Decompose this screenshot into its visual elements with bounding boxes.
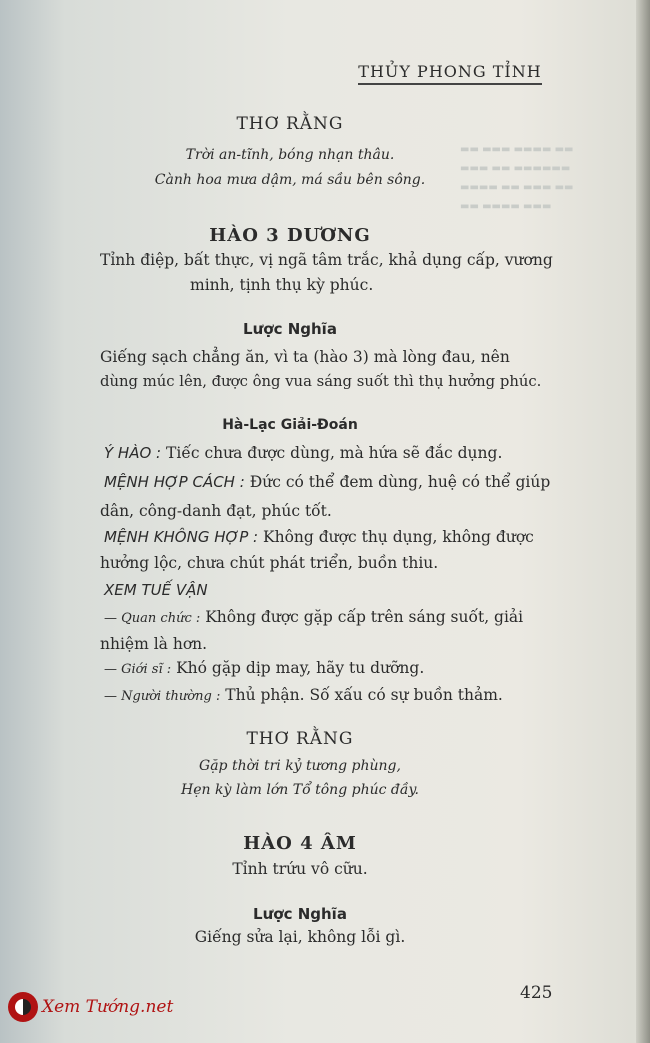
menh-hop-text-cont: dân, công-danh đạt, phúc tốt. [100, 502, 332, 520]
menh-hop-label: MỆNH HỢP CÁCH : [104, 473, 245, 491]
ha-lac-heading: Hà-Lạc Giải-Đoán [222, 417, 358, 433]
luoc-nghia-text-2: Giếng sửa lại, không lỗi gì. [194, 928, 406, 946]
poem-line: Hẹn kỳ làm lớn Tổ tông phúc đầy. [181, 782, 419, 798]
menh-hop-text: Đức có thể đem dùng, huệ có thể giúp [249, 473, 551, 491]
hao-4-heading: HÀO 4 ÂM [243, 833, 357, 854]
nguoi-thuong-label: — Người thường : [104, 689, 221, 704]
hao-3-heading: HÀO 3 DƯƠNG [209, 225, 371, 246]
quan-chuc-text: Không được gặp cấp trên sáng suốt, giải [205, 608, 524, 626]
watermark-text: Xem Tướng.net [42, 997, 174, 1017]
quan-chuc-text-cont: nhiệm là hơn. [100, 635, 208, 653]
quan-chuc-label: — Quan chức : [104, 611, 201, 626]
running-header: THỦY PHONG TỈNH [358, 62, 542, 85]
luoc-nghia-line: Giếng sạch chẳng ăn, vì ta (hào 3) mà lòng đau, nên [100, 348, 510, 366]
watermark-logo [8, 992, 173, 1022]
gioi-si-label: — Giới sĩ : [104, 662, 172, 677]
luoc-nghia-line: dùng múc lên, được ông vua sáng suốt thì thụ hưởng phúc. [100, 373, 542, 390]
hao-4-text: Tỉnh trứu vô cữu. [232, 860, 368, 878]
hao-3-text-line: Tỉnh điệp, bất thực, vị ngã tâm trắc, khả dụng cấp, vương [100, 251, 553, 269]
page-edge [636, 0, 650, 1043]
xem-tue-van-label: XEM TUẾ VẬN [104, 581, 208, 599]
y-hao-text: Tiếc chưa được dùng, mà hứa sẽ đắc dụng. [166, 444, 503, 462]
poem-line: Cành hoa mưa dậm, má sầu bên sông. [154, 172, 426, 188]
menh-khong-text-cont: hưởng lộc, chưa chút phát triển, buồn thiu. [100, 554, 439, 572]
luoc-nghia-heading-2: Lược Nghĩa [253, 905, 347, 923]
hao-3-text-line: minh, tịnh thụ kỳ phúc. [190, 276, 374, 294]
y-hao-label: Ý HÀO : [104, 444, 162, 462]
nguoi-thuong-text: Thủ phận. Số xấu có sự buồn thảm. [225, 686, 503, 704]
poem-line: Trời an-tĩnh, bóng nhạn thâu. [185, 147, 395, 163]
bleed-through-text: ▬▬ ▬▬▬ ▬▬▬▬ ▬▬ ▬▬▬ ▬▬ ▬▬▬▬▬▬ ▬▬▬▬ ▬▬ ▬▬▬ ▬▬ ▬▬ ▬▬▬▬ ▬▬▬ [460, 144, 574, 212]
menh-khong-text: Không được thụ dụng, không được [263, 528, 534, 546]
yin-yang-icon [8, 992, 38, 1022]
page-number: 425 [520, 983, 553, 1003]
menh-khong-label: MỆNH KHÔNG HỢP : [104, 528, 259, 546]
luoc-nghia-heading: Lược Nghĩa [243, 320, 337, 338]
poem-heading-1: THƠ RẰNG [236, 114, 344, 134]
poem-line: Gặp thời tri kỷ tương phùng, [199, 758, 401, 774]
gioi-si-text: Khó gặp dịp may, hãy tu dưỡng. [176, 659, 425, 677]
poem-heading-2: THƠ RẰNG [246, 729, 354, 749]
